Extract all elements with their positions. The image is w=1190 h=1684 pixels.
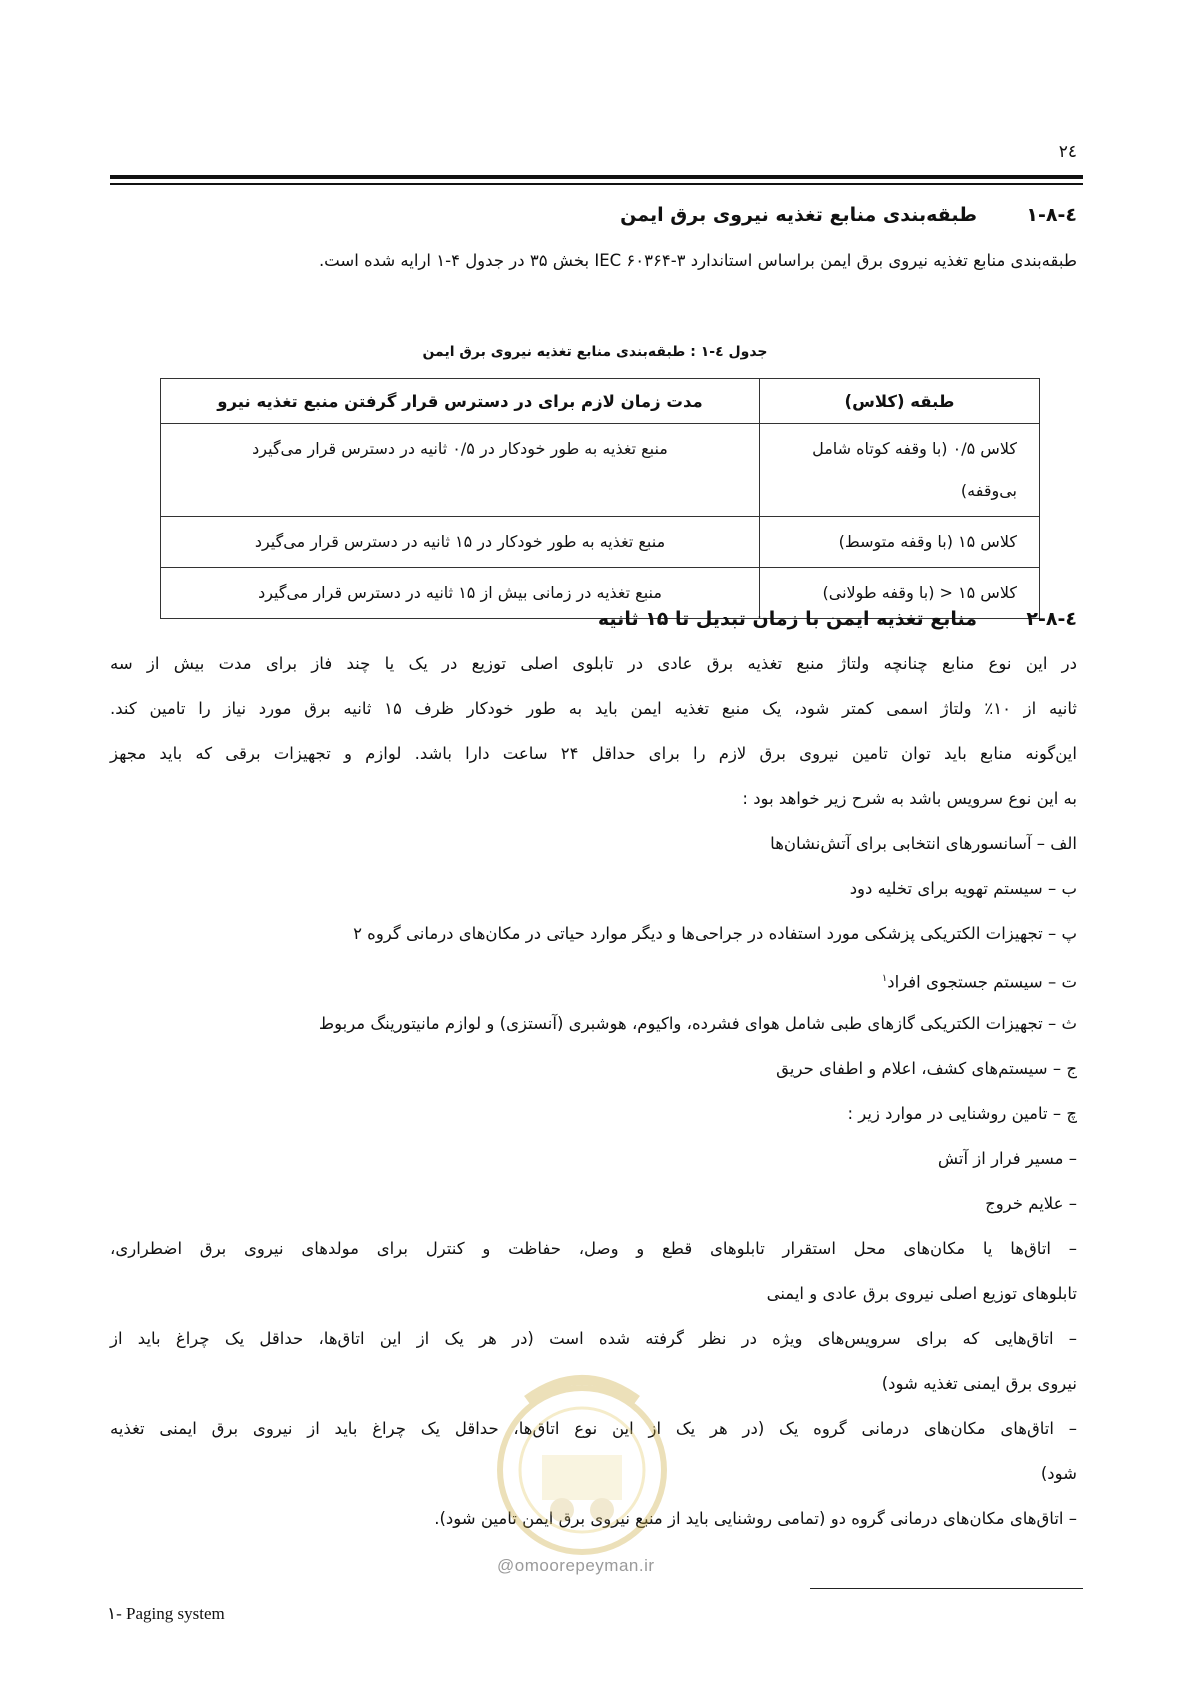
header-rule-thick — [110, 175, 1083, 179]
list-item: چ – تامین روشنایی در موارد زیر : — [847, 1104, 1077, 1123]
list-item-text: ت – سیستم جستجوی افراد — [887, 972, 1077, 992]
page-number: ٢٤ — [1058, 142, 1077, 162]
table-header-row — [161, 379, 1040, 424]
watermark-text: @omoorepeyman.ir — [497, 1556, 655, 1575]
table-row — [161, 517, 1040, 568]
list-item: الف – آسانسورهای انتخابی برای آتش‌نشان‌ها — [770, 834, 1077, 853]
list-item: پ – تجهیزات الکتریکی پزشکی مورد استفاده در جراحی‌ها و دیگر موارد حیاتی در مکان‌های درمانی گروه ۲ — [353, 924, 1077, 943]
section-number: ٤-٨-١ — [1026, 204, 1077, 226]
list-item: نیروی برق ایمنی تغذیه شود) — [881, 1374, 1077, 1393]
table-header-cell: مدت زمان لازم برای در دسترس قرار گرفتن منبع تغذیه نیرو — [161, 379, 760, 424]
list-item: – اتاق‌های مکان‌های درمانی گروه یک (در هر یک از این نوع اتاق‌ها، حداقل یک چراغ باید از نیروی برق ایمنی تغذیه — [110, 1419, 1077, 1438]
paragraph-line: ثانیه از ۱۰٪ ولتاژ اسمی کمتر شود، یک منبع تغذیه ایمن باید به طور خودکار ظرف ۱۵ ثانیه برق مورد نیاز را تامین کند. — [110, 699, 1077, 718]
header-rule-thin — [110, 183, 1083, 185]
section-number: ٤-٨-٢ — [1026, 608, 1077, 630]
list-item — [110, 956, 1077, 1001]
paragraph-line: به این نوع سرویس باشد به شرح زیر خواهد بود : — [742, 789, 1077, 808]
section-heading-1 — [110, 204, 1077, 226]
table-cell: کلاس ۱۵ (با وقفه متوسط) — [760, 517, 1040, 568]
section-title: طبقه‌بندی منابع تغذیه نیروی برق ایمن — [620, 204, 977, 226]
list-item: تابلوهای توزیع اصلی نیروی برق عادی و ایمنی — [766, 1284, 1077, 1303]
table-caption: جدول ٤-١ : طبقه‌بندی منابع تغذیه نیروی برق ایمن — [422, 344, 768, 360]
table-cell: کلاس ۰/۵ (با وقفه کوتاه شامل بی‌وقفه) — [760, 424, 1040, 517]
list-item: ج – سیستم‌های کشف، اعلام و اطفای حریق — [776, 1059, 1077, 1078]
table-header-cell: طبقه (کلاس) — [760, 379, 1040, 424]
paragraph-line: این‌گونه منابع باید توان تامین نیروی برق لازم را برای حداقل ۲۴ ساعت دارا باشد. لوازم و تجهیزات برقی که باید مجهز — [110, 744, 1077, 763]
classification-table — [160, 378, 1040, 619]
table-cell: منبع تغذیه به طور خودکار در ۰/۵ ثانیه در دسترس قرار می‌گیرد — [161, 424, 760, 517]
footnote-marker: ۱ — [881, 973, 888, 984]
table-row — [161, 424, 1040, 517]
table-cell: منبع تغذیه در زمانی بیش از ۱۵ ثانیه در دسترس قرار می‌گیرد — [161, 568, 760, 619]
footnote-rule — [810, 1588, 1083, 1589]
section-intro-text: طبقه‌بندی منابع تغذیه نیروی برق ایمن براساس استاندارد IEC ۶۰۳۶۴-۳ بخش ۳۵ در جدول ۴-۱ ارایه شده است. — [318, 251, 1077, 270]
footnote-text: ۱- Paging system — [107, 1604, 225, 1623]
list-item: – اتاق‌هایی که برای سرویس‌های ویژه در نظر گرفته شده است (در هر یک از این اتاق‌ها، حداقل یک چراغ باید از — [110, 1329, 1077, 1348]
list-item: ب – سیستم تهویه برای تخلیه دود — [849, 879, 1077, 898]
section-heading-2 — [110, 608, 1077, 630]
list-item: – اتاق‌های مکان‌های درمانی گروه دو (تمامی روشنایی باید از منبع نیروی برق ایمن تامین شود). — [434, 1509, 1077, 1528]
list-item: شود) — [1040, 1464, 1077, 1483]
table-cell: کلاس ۱۵ < (با وقفه طولانی) — [760, 568, 1040, 619]
paragraph-line: در این نوع منابع چنانچه ولتاژ منبع تغذیه برق عادی در تابلوی اصلی توزیع در یک یا چند فاز برای مدت بیش از سه — [110, 654, 1077, 673]
list-item: ث – تجهیزات الکتریکی گازهای طبی شامل هوای فشرده، واکیوم، هوشبری (آنستزی) و لوازم مانیتورینگ مربوط — [318, 1014, 1077, 1033]
section-title: منابع تغذیه ایمن با زمان تبدیل تا ۱۵ ثانیه — [597, 608, 977, 630]
list-item: – اتاق‌ها یا مکان‌های محل استقرار تابلوهای قطع و وصل، حفاظت و کنترل برای مولدهای نیروی برق اضطراری، — [110, 1239, 1077, 1258]
list-item: – مسیر فرار از آتش — [937, 1149, 1077, 1168]
table-cell: منبع تغذیه به طور خودکار در ۱۵ ثانیه در دسترس قرار می‌گیرد — [161, 517, 760, 568]
list-item: – علایم خروج — [985, 1194, 1077, 1213]
